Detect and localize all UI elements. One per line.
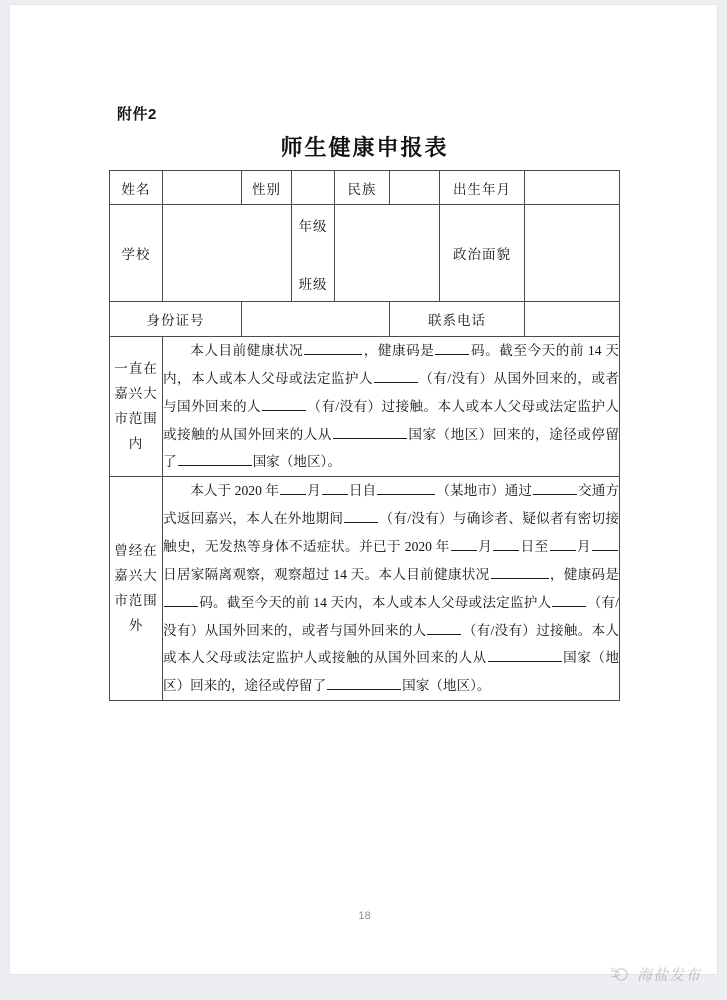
- text-segment: 日居家隔离观察，观察超过 14 天。本人目前健康状况: [163, 566, 490, 582]
- table-row: [110, 171, 620, 205]
- fill-blank[interactable]: [493, 537, 519, 551]
- fill-blank[interactable]: [592, 537, 618, 551]
- fill-blank[interactable]: [344, 509, 378, 523]
- section-outside-label: 曾经在嘉兴大市范围外: [110, 477, 163, 701]
- school-value[interactable]: [163, 205, 292, 302]
- text-segment: 国家（地区）。: [252, 454, 341, 470]
- fill-blank[interactable]: [333, 425, 407, 439]
- fill-blank[interactable]: [377, 481, 435, 495]
- name-value[interactable]: [163, 171, 242, 205]
- text-segment: 码。截至今天的前 14 天内，本人或本人父母或法定监护人: [199, 594, 552, 610]
- fill-blank[interactable]: [427, 621, 461, 635]
- document-body: [10, 5, 717, 984]
- name-label: 姓名: [110, 171, 163, 205]
- health-declaration-table: [109, 170, 620, 701]
- ethnicity-label: 民族: [335, 171, 390, 205]
- grade-class-value[interactable]: [335, 205, 440, 302]
- text-segment: 日自: [348, 483, 377, 499]
- birth-date-label: 出生年月: [440, 171, 525, 205]
- text-segment: 国家（地区）回来的，途径或停留了: [163, 426, 620, 470]
- table-row: [110, 477, 620, 701]
- fill-blank[interactable]: [374, 369, 418, 383]
- table-row: [110, 337, 620, 477]
- grade-label: 年级: [298, 219, 328, 234]
- fill-blank[interactable]: [304, 341, 362, 355]
- fill-blank[interactable]: [435, 341, 469, 355]
- text-segment: （有/没有）过接触。本人或本人父母或法定监护人或接触的从国外回来的人从: [163, 398, 620, 442]
- fill-blank[interactable]: [552, 593, 586, 607]
- text-segment: 码。截至今天的前 14 天内，本人或本人父母或法定监护人: [163, 343, 620, 386]
- phone-label: 联系电话: [390, 302, 525, 337]
- table-row: [110, 205, 620, 302]
- section-inside-label: 一直在嘉兴大市范围内: [110, 337, 163, 477]
- text-segment: 本人目前健康状况: [190, 343, 304, 358]
- fill-blank[interactable]: [533, 481, 577, 495]
- phone-value[interactable]: [525, 302, 620, 337]
- fill-blank[interactable]: [164, 593, 198, 607]
- id-number-label: 身份证号: [110, 302, 242, 337]
- fill-blank[interactable]: [322, 481, 348, 495]
- school-label: 学校: [110, 205, 163, 302]
- text-segment: （某地市）通过: [436, 483, 533, 499]
- fill-blank[interactable]: [488, 649, 562, 663]
- watermark: [609, 963, 701, 985]
- gender-value[interactable]: [292, 171, 335, 205]
- text-segment: 国家（地区）。: [402, 678, 491, 694]
- text-segment: 日至: [520, 539, 549, 555]
- text-segment: （有/没有）从国外回来的，或者与国外回来的人: [163, 594, 619, 638]
- text-segment: 月: [576, 539, 592, 555]
- political-status-value[interactable]: [525, 205, 620, 302]
- political-status-label: 政治面貌: [440, 205, 525, 302]
- fill-blank[interactable]: [451, 537, 477, 551]
- fill-blank[interactable]: [280, 481, 306, 495]
- text-segment: （有/没有）过接触。本人或本人父母或法定监护人或接触的从国外回来的人从: [163, 622, 619, 666]
- fill-blank[interactable]: [550, 537, 576, 551]
- class-label: 班级: [298, 277, 328, 292]
- text-segment: 月: [477, 539, 493, 555]
- section-outside-content: [163, 477, 620, 701]
- fill-blank[interactable]: [178, 453, 252, 467]
- text-segment: 本人于 2020 年: [190, 483, 280, 499]
- watermark-text: 海盐发布: [636, 967, 701, 984]
- birth-date-value[interactable]: [525, 171, 620, 205]
- id-number-value[interactable]: [242, 302, 390, 337]
- text-segment: ，健康码是: [549, 566, 620, 582]
- ethnicity-value[interactable]: [390, 171, 440, 205]
- document-page: [9, 4, 718, 984]
- page-number: 18: [358, 910, 371, 922]
- text-segment: 国家（地区）回来的，途径或停留了: [163, 650, 619, 694]
- text-segment: 月: [307, 483, 321, 499]
- text-segment: 交通方式返回嘉兴，本人在外地期间: [163, 483, 620, 527]
- text-segment: （有/没有）与确诊者、疑似者有密切接触史，无发热等身体不适症状。并已于 2020 年: [163, 511, 620, 555]
- text-segment: （有/没有）从国外回来的，或者与国外回来的人: [163, 370, 619, 414]
- section-inside-content: [163, 337, 620, 477]
- grade-class-label: [292, 205, 335, 302]
- text-segment: ，健康码是: [363, 343, 435, 358]
- fill-blank[interactable]: [327, 676, 401, 690]
- page-title: 师生健康申报表: [280, 135, 449, 160]
- fill-blank[interactable]: [262, 397, 306, 411]
- declaration-paragraph-inside: [163, 337, 619, 476]
- attachment-label: 附件2: [117, 106, 157, 123]
- circle-leaf-logo-icon: [609, 963, 631, 985]
- declaration-paragraph-outside: [163, 477, 619, 700]
- fill-blank[interactable]: [491, 565, 549, 579]
- gender-label: 性别: [242, 171, 292, 205]
- table-row: [110, 302, 620, 337]
